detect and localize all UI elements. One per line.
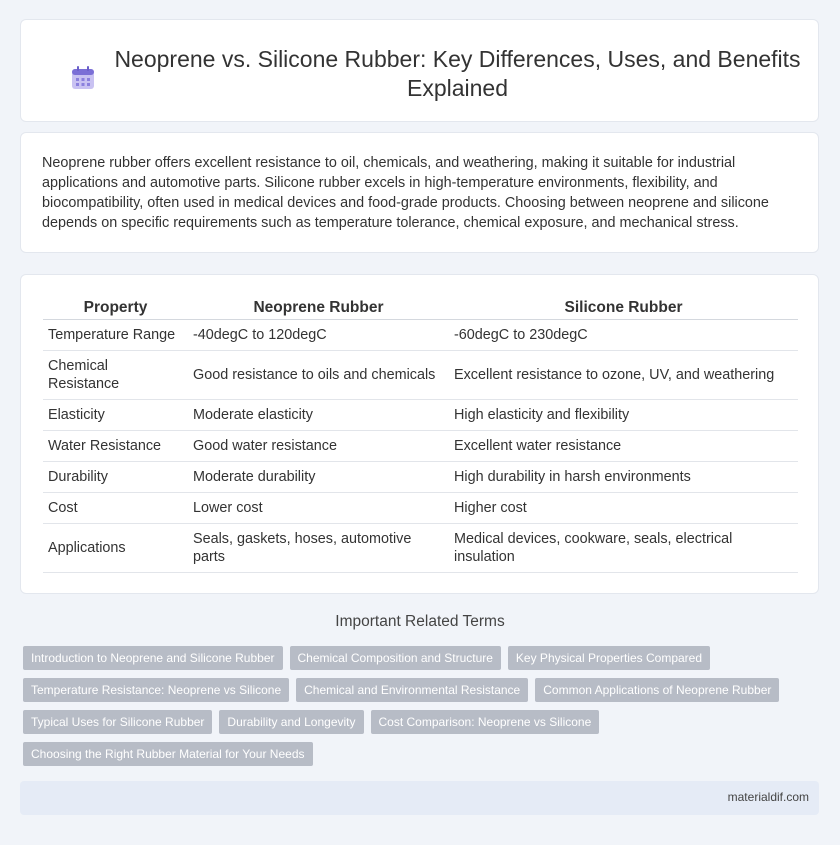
related-term-tag[interactable]: Introduction to Neoprene and Silicone Rubber bbox=[23, 646, 283, 670]
table-cell: Medical devices, cookware, seals, electrical insulation bbox=[449, 524, 798, 573]
table-cell: Durability bbox=[43, 462, 188, 493]
header-neoprene: Neoprene Rubber bbox=[188, 293, 449, 320]
table-cell: Seals, gaskets, hoses, automotive parts bbox=[188, 524, 449, 573]
table-cell: Excellent water resistance bbox=[449, 431, 798, 462]
table-row bbox=[43, 320, 798, 351]
table-cell: -60degC to 230degC bbox=[449, 320, 798, 351]
table-row bbox=[43, 462, 798, 493]
table-cell: Good resistance to oils and chemicals bbox=[188, 351, 449, 400]
calendar-icon bbox=[71, 66, 95, 90]
page-title: Neoprene vs. Silicone Rubber: Key Differences, Uses, and Benefits Explained bbox=[114, 46, 801, 101]
table-cell: High elasticity and flexibility bbox=[449, 400, 798, 431]
table-cell: Good water resistance bbox=[188, 431, 449, 462]
footer bbox=[20, 781, 819, 815]
related-term-tag[interactable]: Common Applications of Neoprene Rubber bbox=[535, 678, 779, 702]
related-term-tag[interactable]: Chemical Composition and Structure bbox=[290, 646, 501, 670]
tag-row bbox=[23, 710, 813, 734]
related-terms-list bbox=[23, 646, 813, 774]
related-term-tag[interactable]: Choosing the Right Rubber Material for Your Needs bbox=[23, 742, 313, 766]
table-row bbox=[43, 524, 798, 573]
intro-paragraph: Neoprene rubber offers excellent resistance to oil, chemicals, and weathering, making it suitable for industrial applications and automotive parts. Silicone rubber excels in high-temperature environments, flexibility, and biocompatibility, often used in medical devices and food-grade products. Choosing between neoprene and silicone depends on specific requirements such as temperature tolerance, chemical exposure, and mechanical stress. bbox=[42, 155, 769, 231]
tag-row bbox=[23, 646, 813, 670]
table-cell: Cost bbox=[43, 493, 188, 524]
comparison-table bbox=[43, 293, 798, 573]
intro-card bbox=[20, 132, 819, 253]
related-term-tag[interactable]: Cost Comparison: Neoprene vs Silicone bbox=[371, 710, 600, 734]
related-term-tag[interactable]: Typical Uses for Silicone Rubber bbox=[23, 710, 212, 734]
tag-row bbox=[23, 678, 813, 702]
footer-site[interactable]: materialdif.com bbox=[727, 790, 809, 804]
related-term-tag[interactable]: Temperature Resistance: Neoprene vs Silicone bbox=[23, 678, 289, 702]
table-cell: Higher cost bbox=[449, 493, 798, 524]
table-cell: Temperature Range bbox=[43, 320, 188, 351]
title-card bbox=[20, 19, 819, 122]
table-cell: Applications bbox=[43, 524, 188, 573]
tag-row bbox=[23, 742, 813, 766]
related-term-tag[interactable]: Key Physical Properties Compared bbox=[508, 646, 710, 670]
table-row bbox=[43, 431, 798, 462]
header-property: Property bbox=[43, 293, 188, 320]
table-row bbox=[43, 351, 798, 400]
related-terms-heading: Important Related Terms bbox=[335, 613, 505, 630]
table-cell: High durability in harsh environments bbox=[449, 462, 798, 493]
table-cell: Excellent resistance to ozone, UV, and weathering bbox=[449, 351, 798, 400]
table-cell: Lower cost bbox=[188, 493, 449, 524]
table-cell: Elasticity bbox=[43, 400, 188, 431]
related-term-tag[interactable]: Durability and Longevity bbox=[219, 710, 363, 734]
table-header-row bbox=[43, 293, 798, 320]
header-silicone: Silicone Rubber bbox=[449, 293, 798, 320]
table-row bbox=[43, 493, 798, 524]
table-cell: Chemical Resistance bbox=[43, 351, 188, 400]
table-cell: Moderate elasticity bbox=[188, 400, 449, 431]
comparison-card bbox=[20, 274, 819, 594]
table-cell: Water Resistance bbox=[43, 431, 188, 462]
related-term-tag[interactable]: Chemical and Environmental Resistance bbox=[296, 678, 528, 702]
table-cell: Moderate durability bbox=[188, 462, 449, 493]
table-row bbox=[43, 400, 798, 431]
table-cell: -40degC to 120degC bbox=[188, 320, 449, 351]
